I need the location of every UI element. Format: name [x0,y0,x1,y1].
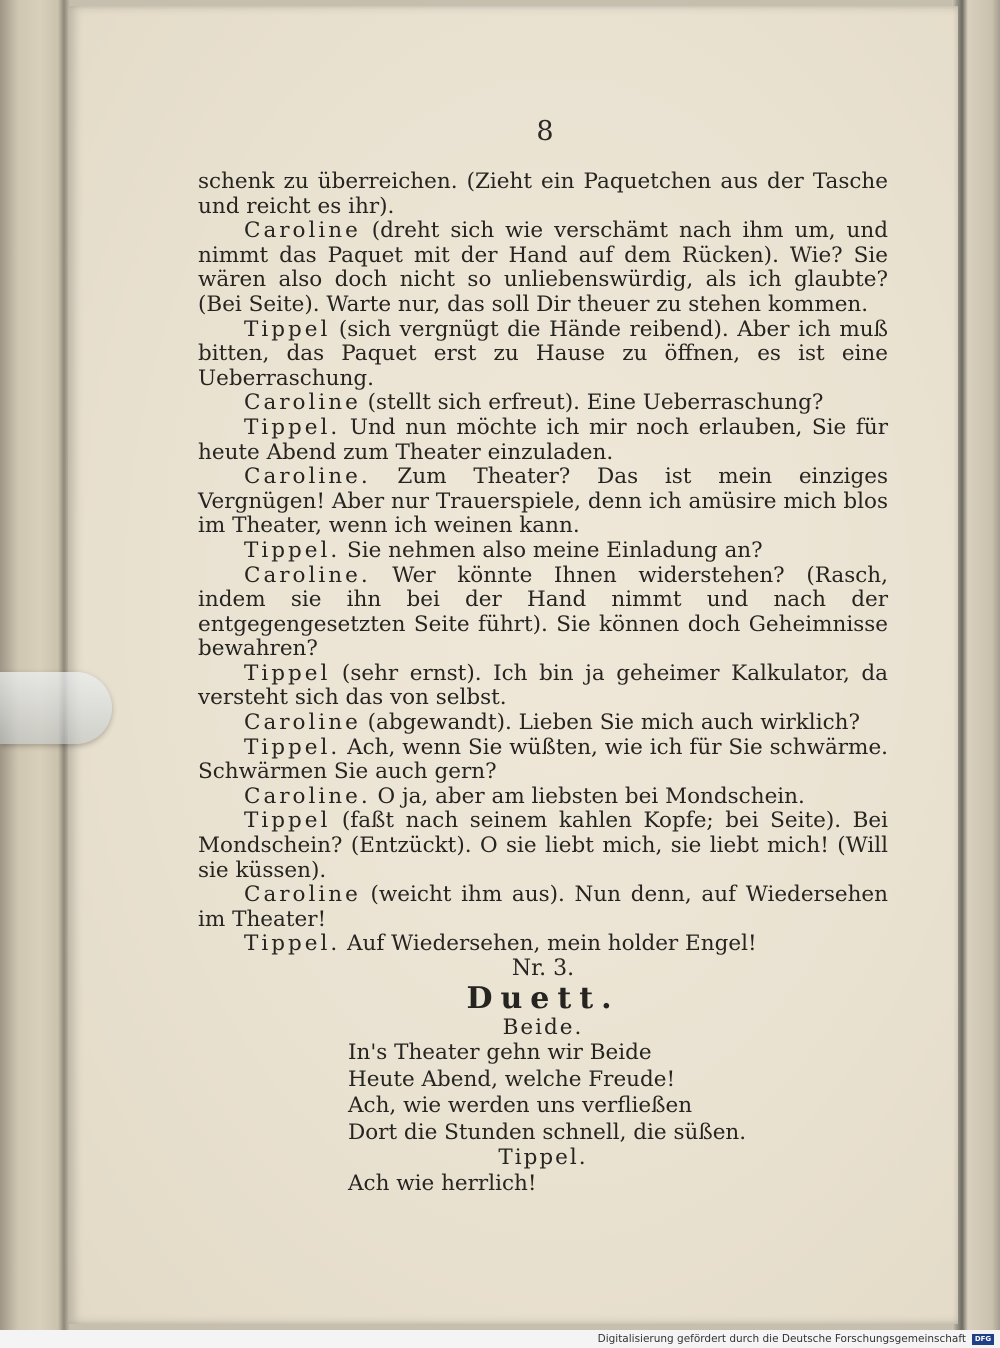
paragraph [198,809,888,883]
paragraph [198,883,888,932]
page-text [198,170,888,1197]
paragraph-text: schenk zu überreichen. (Zieht ein Paquetchen aus der Tasche und reicht es ihr). [198,169,888,219]
paragraph-text: (sehr ernst). Ich bin ja geheimer Kalkulator, da versteht sich das von selbst. [198,660,888,711]
speaker-name: Caroline. [244,562,371,588]
paragraph-text: Zum Theater? Das ist mein einziges Vergnügen! Aber nur Trauerspiele, denn ich amüsire mich blos im Theater, wenn ich weinen kann. [198,464,888,539]
paragraph-text: (sich vergnügt die Hände reibend). Aber ich muß bitten, das Paquet erst zu Hause zu öffnen, es ist eine Ueberraschung. [198,316,888,391]
speaker-name: Tippel. [244,931,341,957]
heading-beide: Beide. [502,1014,584,1040]
paragraph [198,391,888,416]
paragraph-text: Und nun möchte ich mir noch erlauben, Sie für heute Abend zum Theater einzuladen. [198,414,888,465]
speaker-name: Caroline [244,710,361,736]
page-number: 8 [536,116,554,147]
speaker-name: Caroline. [244,783,371,809]
speaker-name: Tippel. [244,414,341,440]
verse-block [348,1040,888,1146]
paragraph [198,465,888,539]
paragraph [198,219,888,317]
paragraph [198,711,888,736]
speaker-name: Caroline [244,882,361,908]
paragraph [198,416,888,465]
footer-bar [0,1330,1000,1348]
paragraph [198,662,888,711]
page-clip [0,672,112,744]
paragraph-text: (abgewandt). Lieben Sie mich auch wirklich? [360,710,860,736]
dfg-logo: DFG [972,1334,994,1345]
speaker-name: Tippel [244,660,331,686]
speaker-name: Caroline. [244,464,371,490]
paragraph-text: Auf Wiedersehen, mein holder Engel! [340,931,757,957]
paragraph [198,736,888,785]
speaker-name: Caroline [244,218,361,244]
paragraph [198,564,888,662]
paragraph-text: O ja, aber am liebsten bei Mondschein. [370,783,805,809]
verse-line: In's Theater gehn wir Beide [348,1040,652,1066]
paragraph-text: (faßt nach seinem kahlen Kopfe; bei Seite). Bei Mondschein? (Entzückt). O sie liebt mich, sie liebt mich! (Will sie küssen). [198,808,888,883]
paragraph [198,932,888,957]
song-number: Nr. 3. [511,956,575,981]
speaker-name: Caroline [244,390,361,416]
speaker-name: Tippel [244,316,331,342]
paragraph-text: Wer könnte Ihnen widerstehen? (Rasch, indem sie ihn bei der Hand nimmt und nach der entgegengesetzten Seite führt). Sie können doch Geheimnisse bewahren? [198,562,888,662]
paragraph [198,785,888,810]
verse-line: Heute Abend, welche Freude! [348,1066,676,1092]
paragraph [198,170,888,219]
paragraph-text: Sie nehmen also meine Einladung an? [340,537,763,563]
paragraph-text: (stellt sich erfreut). Eine Ueberraschung? [360,390,824,416]
footer-credit: Digitalisierung gefördert durch die Deutsche Forschungsgemeinschaft [597,1333,966,1345]
verse-line: Dort die Stunden schnell, die süßen. [348,1119,747,1145]
paragraph [198,318,888,392]
speaker-name: Tippel. [244,734,341,760]
song-title: Duett. [466,980,620,1016]
book-edge-right [952,0,1000,1330]
heading-tippel: Tippel. [498,1145,588,1171]
paragraph-text: (dreht sich wie verschämt nach ihm um, und nimmt das Paquet mit der Hand auf dem Rücken). Wie? Sie wären also doch nicht so unliebenswürdig, als ich glaubte? (Bei Seite). Warte nur, das soll Dir theuer zu stehen kommen. [198,218,888,317]
paragraph-text: Ach, wenn Sie wüßten, wie ich für Sie schwärme. Schwärmen Sie auch gern? [198,734,888,785]
paragraph-text: (weicht ihm aus). Nun denn, auf Wiedersehen im Theater! [198,882,888,932]
paragraph [198,539,888,564]
speaker-name: Tippel. [244,537,341,563]
verse-block [348,1171,888,1198]
speaker-name: Tippel [244,808,331,834]
verse-line: Ach wie herrlich! [348,1170,537,1196]
verse-line: Ach, wie werden uns verfließen [348,1093,693,1119]
